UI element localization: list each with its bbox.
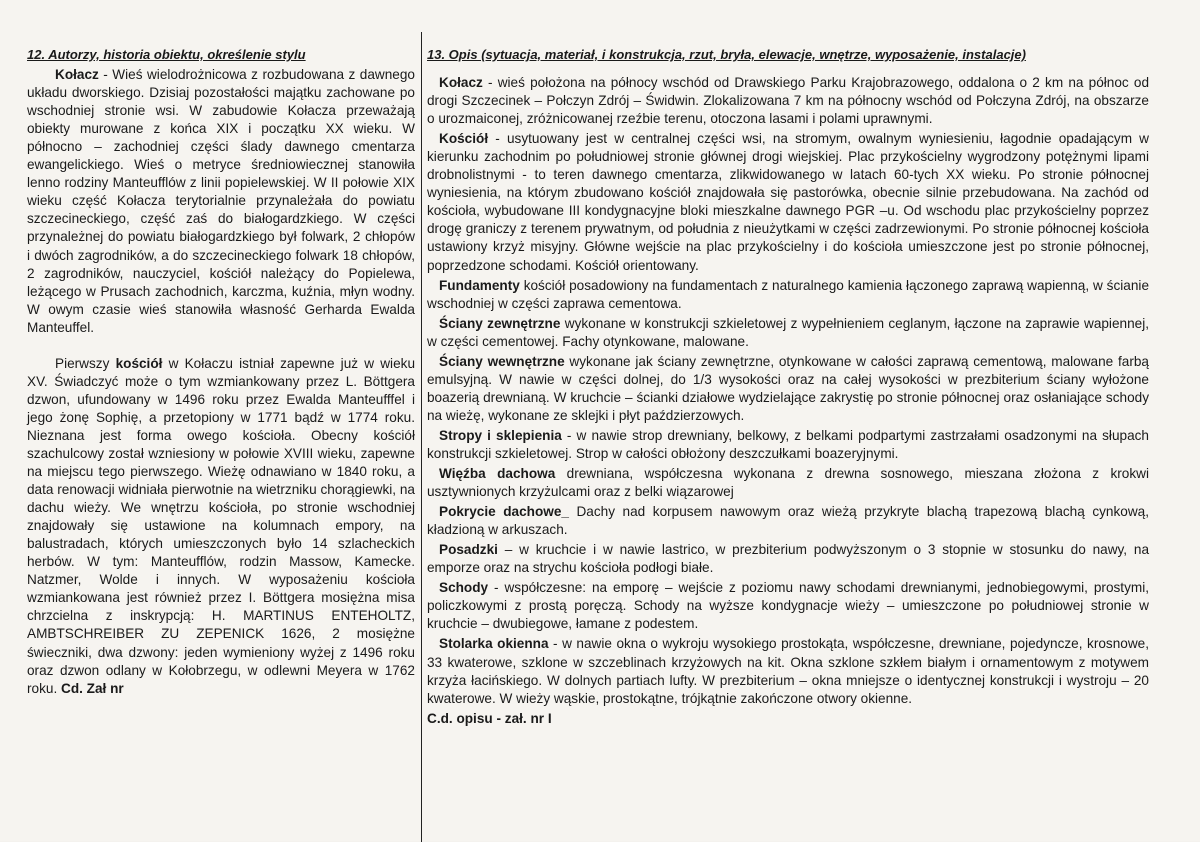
church-history-pre: Pierwszy [55,355,116,371]
description-paragraph [427,541,1149,577]
paragraph-lead: Pokrycie dachowe_ [439,504,569,520]
paragraph-text: kościół posadowiony na fundamentach z naturalnego kamienia łączonego zaprawą wapienną, w ścianie wschodniej w części zaprawa cementowa. [427,277,1149,311]
right-column [427,46,1149,730]
description-paragraph [427,465,1149,501]
description-paragraph [427,315,1149,351]
paragraph-lead: Schody [439,580,489,596]
description-paragraph [427,427,1149,463]
paragraph-text: wykonane jak ściany zewnętrzne, otynkowane w całości zaprawą cementową, malowane farbą emulsyjną. W nawie w części dolnej, do 1/3 wysokości oraz na całej wysokości w prezbiterium ściany wyłożone boazerią drewnianą. W kruchcie – ścianki działowe wydzielające zakrystię po stronie północnej oraz osłaniające schody na wieżę, wykonane ze sklejki i płyt paździerzowych. [427,353,1149,423]
paragraph-text: Dachy nad korpusem nawowym oraz wieżą przykryte blachą trapezową blachą cynkową, kładzioną w arkuszach. [427,504,1150,538]
section-12-heading: 12. Autorzy, historia obiektu, określenie stylu [27,47,306,62]
description-paragraph [427,130,1149,274]
paragraph-lead: Kościół [439,131,489,147]
left-column [27,46,415,698]
continuation-footer: C.d. opisu - zał. nr I [427,710,552,726]
description-paragraph [427,353,1149,425]
description-paragraph [427,277,1149,313]
paragraph-church-history [27,355,415,698]
paragraph-village-text: - Wieś wielodrożnicowa z rozbudowana z dawnego układu dworskiego. Dzisiaj pozostałości majątku zachowane po wschodniej stronie wsi. W zabudowie Kołacza przeważają obiekty murowane z końca XIX i początku XX wieku. W północno – zachodniej części ślady dawnego cmentarza ewangelickiego. Wieś o metryce średniowiecznej stanowiła lenno rodziny Manteufflów z linii popielewskiej. W II połowie XIX wieku część Kołacza terytorialnie przynależała do powiatu szczecineckiego, część zaś do białogardzkiego. W części przynależnej do powiatu białogardzkiego był folwark, 2 chłopów i dwóch zagrodników, a do szczecineckiego folwark 18 chłopów, 2 zagrodników, nauczyciel, kościół należący do Popielewa, leżącego w Prusach zachodnich, karczma, kuźnia, młyn wodny. W owym czasie wieś stanowiła własność Gerharda Ewalda Manteuffel. [27,67,415,335]
description-paragraph [427,74,1149,128]
paragraph-text: - w nawie okna o wykroju wysokiego prostokąta, współczesne, drewniane, pojedyncze, krosnowe, 33 kwaterowe, szklone w szczeblinach krzyżowych na kit. Okna szklone szkłem białym i ornamentowym z motywem krzyża łacińskiego. W dolnych partiach lufty. W prezbiterium – okna mniejsze o identycznej konstrukcji i wystroju – 20 kwaterowe. W wieży wąskie, prostokątne, trójkątnie zakończone otwory okienne. [427,636,1149,706]
paragraph-lead: Posadzki [439,542,498,558]
paragraph-text: - współczesne: na emporę – wejście z poziomu nawy schodami drewnianymi, jednobiegowymi, prostymi, policzkowymi z prostą poręczą. Schody na wyższe kondygnacje wieży – umieszczone po południowej stronie w kruchcie – dwubiegowe, łamane z podestem. [427,580,1149,632]
section-13-heading: 13. Opis (sytuacja, materiał, i konstrukcja, rzut, bryła, elewacje, wnętrze, wyposażenie, instalacje) [427,47,1026,62]
paragraph-lead: Stropy i sklepienia [439,427,562,443]
paragraph-text: - usytuowany jest w centralnej części wsi, na stromym, owalnym wyniesieniu, łagodnie opadającym w kierunku zachodnim po południowej stronie głównej drogi wiejskiej. Plac przykościelny wygrodzony potężnymi lipami drobnolistnymi - to teren dawnego cmentarza, zlikwidowanego w latach 60-tych XX wieku. Po stronie północnej wyniesienia, na którym zbudowano kościół znajdowała się pastorówka, obecnie silnie przebudowana. Na zachód od kościoła, wybudowane III kondygnacyjne bloki mieszkalne dawnego PGR –u. Od wschodu plac przykościelny poprzez drogę graniczy z terenem prywatnym, od południa z nieużytkami w części zadrzewionymi. Po stronie północnej kościoła ustawiony krzyż misyjny. Główne wejście na plac przykościelny i do kościoła umieszczone jest po stronie północnej, poprzedzone schodami. Kościół orientowany. [427,131,1149,273]
paragraph-lead: Fundamenty [439,277,520,293]
description-paragraph [427,503,1149,539]
lead-kolacz: Kołacz [55,67,99,83]
paragraph-lead: Więźba dachowa [439,466,556,482]
paragraph-text: – w kruchcie i w nawie lastrico, w prezbiterium podwyższonym o 3 stopnie w stosunku do nawy, na emporze oraz na strychu kościoła podłogi białe. [427,542,1149,576]
paragraph-lead: Kołacz [439,75,483,91]
paragraph-text: wykonane w konstrukcji szkieletowej z wypełnieniem ceglanym, łączone na zaprawie wapiennej, w części cementowej. Fachy otynkowane, malowane. [427,315,1149,349]
description-paragraph [427,579,1149,633]
paragraph-lead: Stolarka okienna [439,636,549,652]
paragraph-village [27,66,415,337]
description-paragraphs [427,74,1149,708]
continuation-ref: Cd. Zał nr [61,680,124,696]
description-paragraph [427,635,1149,707]
paragraph-lead: Ściany zewnętrzne [439,315,561,331]
paragraph-text: drewniana, współczesna wykonana z drewna sosnowego, mieszana złożona z krokwi usztywnionych krzyżulcami oraz z belki wiązarowej [427,466,1149,500]
column-divider [421,32,422,842]
paragraph-text: - wieś położona na północy wschód od Drawskiego Parku Krajobrazowego, oddalona o 2 km na północ od drogi Szczecinek – Połczyn Zdrój – Świdwin. Zlokalizowana 7 km na północny wschód od Połczyna Zdrój, na obszarze o urozmaiconej, zróżnicowanej rzeźbie terenu, otoczona lasami i polami uprawnymi. [427,75,1149,127]
church-history-text: w Kołaczu istniał zapewne już w wieku XV. Świadczyć może o tym wzmiankowany przez L. Böttgera dzwon, ufundowany w 1496 roku przez Ewalda Manteufffel i jego żonę Sophię, a przetopiony w 1771 bądź w 1774 roku. Nieznana jest forma owego kościoła. Obecny kościół szachulcowy został wzniesiony w połowie XVIII wieku, zapewne na miejscu tego pierwszego. Wieżę odnawiano w 1840 roku, a data renowacji widniała pierwotnie na wietrzniku chorągiewki, na dachu wieży. We wnętrzu kościoła, po stronie wschodniej znajdowały się ustawione na kolumnach empory, na balustradach, których umieszczonych było 14 szlacheckich herbów. W tym: Manteufflów, rodzin Massow, Kamecke. Natzmer, Wolde i innych. W wyposażeniu kościoła wzmiankowana jest również przez I. Böttgera mosiężna misa chrzcielna z inskrypcją: H. MARTINUS ENTEHOLTZ, AMBTSCHREIBER ZU ZEPENICK 1626, 2 mosiężne świeczniki, dwa dzwony: jeden wymieniony wyżej z 1496 roku oraz dzwon odlany w Kołobrzegu, w odlewni Meyera w 1762 roku. [27,355,415,696]
paragraph-text: - w nawie strop drewniany, belkowy, z belkami podpartymi zastrzałami osadzonymi na słupach konstrukcji szkieletowej. Strop w całości obłożony deszczułkami boazeryjnymi. [427,427,1149,461]
lead-kosciol: kościół [115,355,163,371]
paragraph-lead: Ściany wewnętrzne [439,353,565,369]
